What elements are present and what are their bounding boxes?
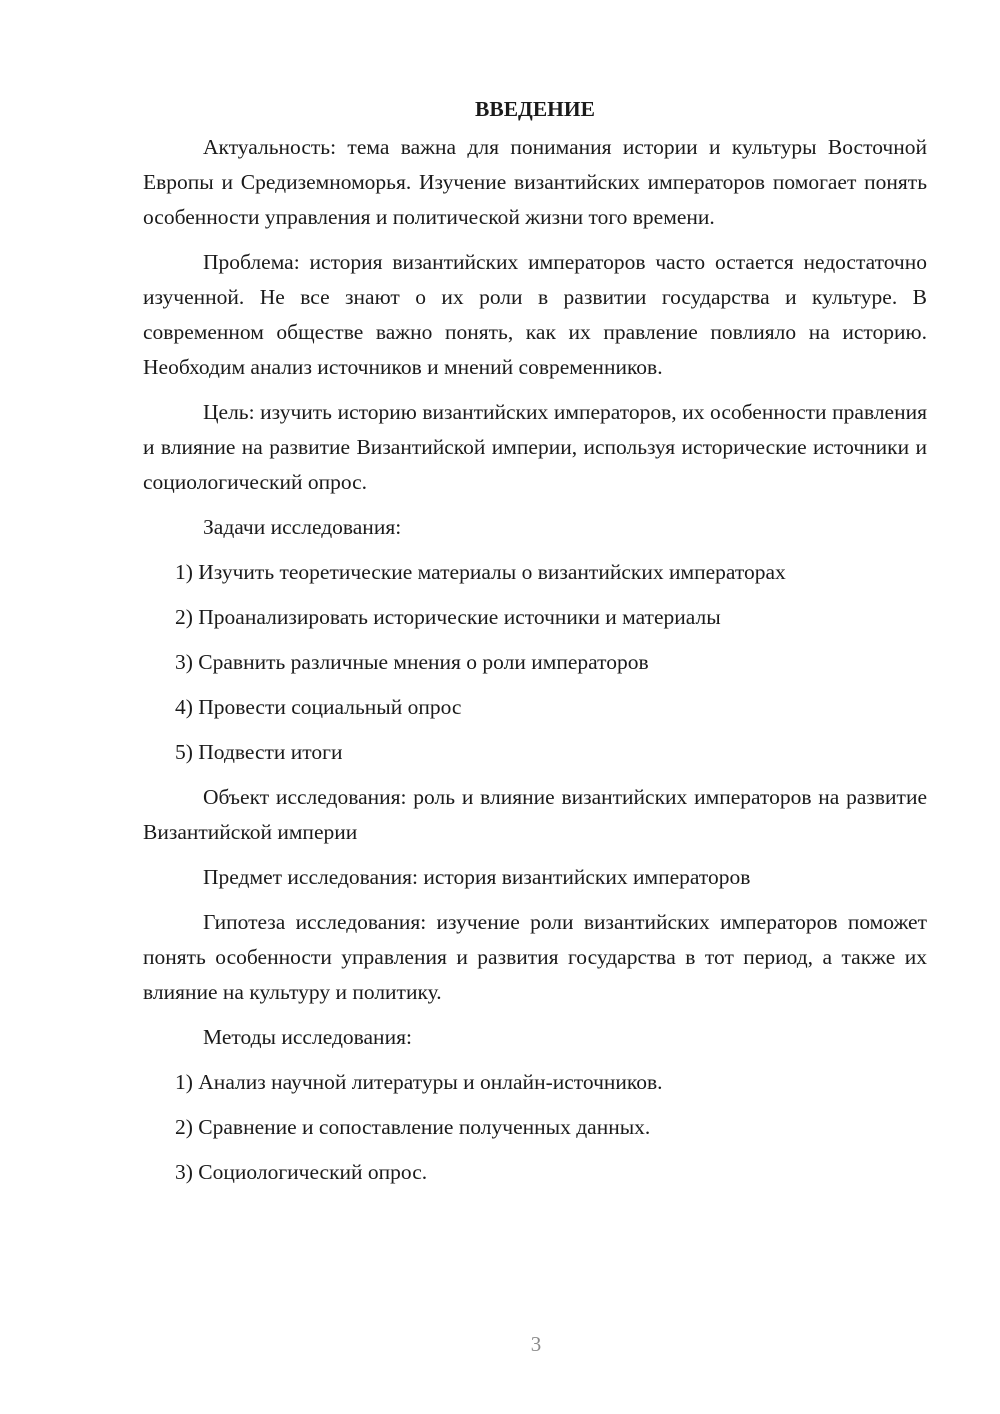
goal-paragraph: Цель: изучить историю византийских императоров, их особенности правления и влияние на развитие Византийской империи, используя исторические источники и социологический опрос. bbox=[143, 400, 927, 494]
methods-heading: Методы исследования: bbox=[203, 1025, 412, 1049]
list-item: 4) Провести социальный опрос bbox=[175, 695, 462, 719]
list-item: 2) Сравнение и сопоставление полученных данных. bbox=[175, 1115, 651, 1139]
list-item: 1) Изучить теоретические материалы о византийских императорах bbox=[175, 560, 786, 584]
relevance-paragraph: Актуальность: тема важна для понимания истории и культуры Восточной Европы и Средиземноморья. Изучение византийских императоров помогает понять особенности управления и политической жизни того времени. bbox=[143, 135, 927, 229]
list-item: 5) Подвести итоги bbox=[175, 740, 343, 764]
list-item: 1) Анализ научной литературы и онлайн-источников. bbox=[175, 1070, 663, 1094]
methods-list bbox=[143, 1065, 927, 1190]
list-item: 3) Сравнить различные мнения о роли императоров bbox=[175, 650, 649, 674]
document-page bbox=[143, 92, 927, 1200]
subject-paragraph: Предмет исследования: история византийских императоров bbox=[203, 865, 751, 889]
hypothesis-paragraph: Гипотеза исследования: изучение роли византийских императоров поможет понять особенности управления и развития государства в тот период, а также их влияние на культуру и политику. bbox=[143, 910, 927, 1004]
tasks-list bbox=[143, 555, 927, 770]
problem-paragraph: Проблема: история византийских императоров часто остается недостаточно изученной. Не все знают о их роли в развитии государства и культуре. В современном обществе важно понять, как их правление повлияло на историю. Необходим анализ источников и мнений современников. bbox=[143, 250, 927, 379]
section-title: ВВЕДЕНИЕ bbox=[475, 97, 595, 121]
object-paragraph: Объект исследования: роль и влияние византийских императоров на развитие Византийской империи bbox=[143, 785, 927, 844]
list-item: 3) Социологический опрос. bbox=[175, 1160, 428, 1184]
list-item: 2) Проанализировать исторические источники и материалы bbox=[175, 605, 721, 629]
page-number: 3 bbox=[530, 1332, 542, 1356]
tasks-heading: Задачи исследования: bbox=[203, 515, 402, 539]
